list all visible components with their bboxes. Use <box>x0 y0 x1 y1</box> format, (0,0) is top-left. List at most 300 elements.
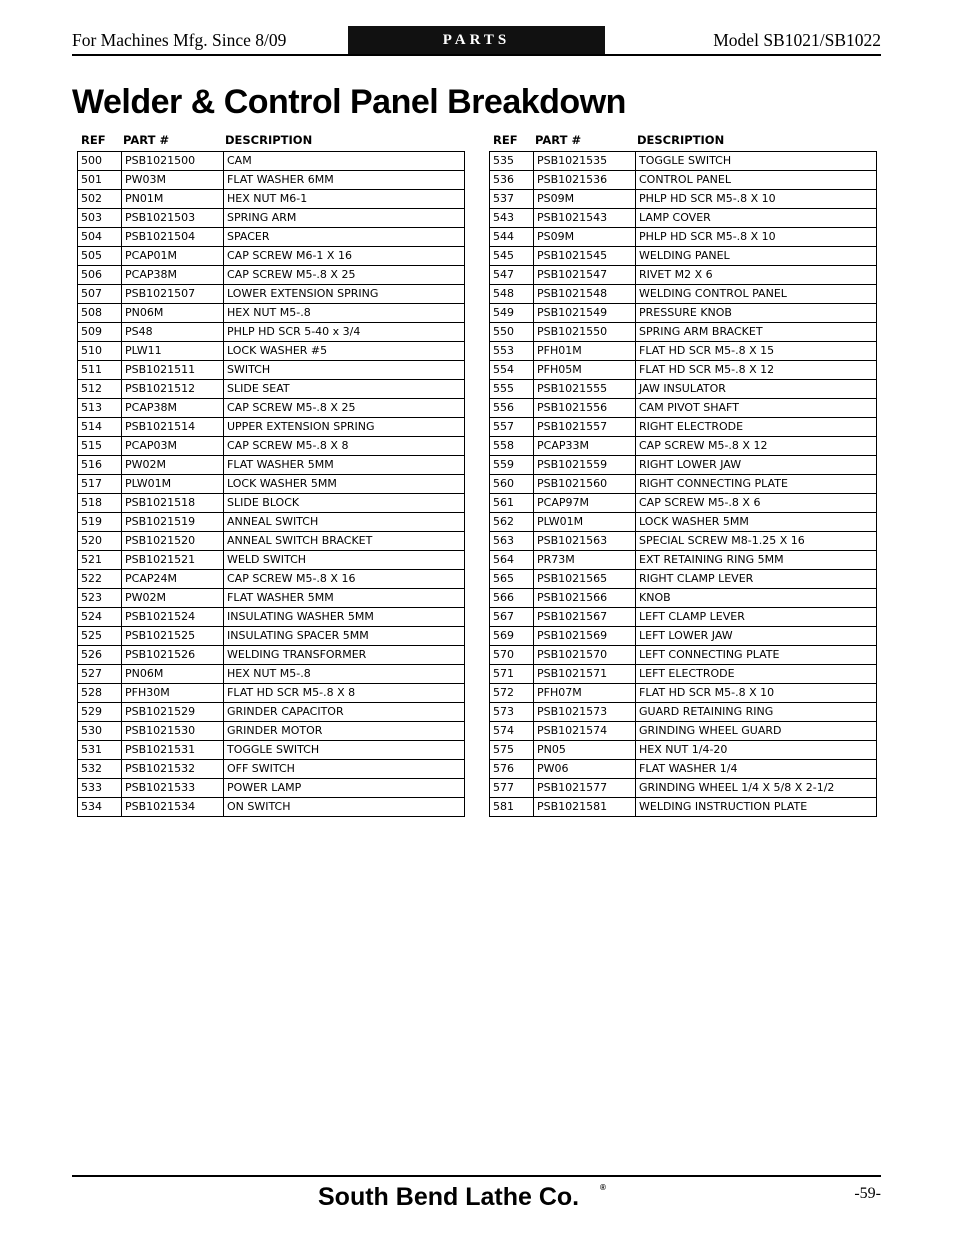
table-row <box>78 190 465 209</box>
ref-cell: 528 <box>78 684 122 703</box>
part-number-cell: PSB1021557 <box>534 418 636 437</box>
description-cell: CAM PIVOT SHAFT <box>636 399 877 418</box>
ref-cell: 525 <box>78 627 122 646</box>
table-row <box>490 152 877 171</box>
table-row <box>78 589 465 608</box>
description-cell: CONTROL PANEL <box>636 171 877 190</box>
ref-cell: 513 <box>78 399 122 418</box>
table-row <box>78 646 465 665</box>
table-row <box>490 722 877 741</box>
ref-cell: 566 <box>490 589 534 608</box>
ref-cell: 523 <box>78 589 122 608</box>
part-number-cell: PSB1021518 <box>122 494 224 513</box>
part-number-cell: PFH01M <box>534 342 636 361</box>
description-cell: LOCK WASHER #5 <box>224 342 465 361</box>
part-number-cell: PSB1021536 <box>534 171 636 190</box>
ref-cell: 570 <box>490 646 534 665</box>
description-cell: OFF SWITCH <box>224 760 465 779</box>
ref-cell: 500 <box>78 152 122 171</box>
col-desc-header: DESCRIPTION <box>225 133 313 147</box>
description-cell: SPRING ARM <box>224 209 465 228</box>
part-number-cell: PN05 <box>534 741 636 760</box>
table-row <box>78 513 465 532</box>
part-number-cell: PSB1021507 <box>122 285 224 304</box>
part-number-cell: PCAP38M <box>122 266 224 285</box>
description-cell: RIGHT LOWER JAW <box>636 456 877 475</box>
description-cell: SLIDE SEAT <box>224 380 465 399</box>
table-row <box>490 228 877 247</box>
table-row <box>490 380 877 399</box>
part-number-cell: PSB1021533 <box>122 779 224 798</box>
part-number-cell: PSB1021559 <box>534 456 636 475</box>
ref-cell: 537 <box>490 190 534 209</box>
ref-cell: 534 <box>78 798 122 817</box>
ref-cell: 548 <box>490 285 534 304</box>
ref-cell: 515 <box>78 437 122 456</box>
part-number-cell: PSB1021571 <box>534 665 636 684</box>
ref-cell: 508 <box>78 304 122 323</box>
part-number-cell: PSB1021581 <box>534 798 636 817</box>
part-number-cell: PSB1021555 <box>534 380 636 399</box>
ref-cell: 556 <box>490 399 534 418</box>
ref-cell: 502 <box>78 190 122 209</box>
part-number-cell: PCAP01M <box>122 247 224 266</box>
description-cell: INSULATING WASHER 5MM <box>224 608 465 627</box>
description-cell: LAMP COVER <box>636 209 877 228</box>
ref-cell: 572 <box>490 684 534 703</box>
ref-cell: 520 <box>78 532 122 551</box>
table-row <box>490 608 877 627</box>
ref-cell: 557 <box>490 418 534 437</box>
description-cell: SWITCH <box>224 361 465 380</box>
table-row <box>490 342 877 361</box>
table-row <box>490 741 877 760</box>
ref-cell: 576 <box>490 760 534 779</box>
table-row <box>78 418 465 437</box>
description-cell: INSULATING SPACER 5MM <box>224 627 465 646</box>
description-cell: CAP SCREW M5-.8 X 25 <box>224 266 465 285</box>
col-desc-header: DESCRIPTION <box>637 133 725 147</box>
ref-cell: 532 <box>78 760 122 779</box>
table-row <box>78 456 465 475</box>
table-row <box>78 152 465 171</box>
parts-table <box>77 151 465 817</box>
ref-cell: 533 <box>78 779 122 798</box>
part-number-cell: PSB1021530 <box>122 722 224 741</box>
table-row <box>78 171 465 190</box>
ref-cell: 536 <box>490 171 534 190</box>
ref-cell: 573 <box>490 703 534 722</box>
ref-cell: 558 <box>490 437 534 456</box>
ref-cell: 543 <box>490 209 534 228</box>
part-number-cell: PSB1021545 <box>534 247 636 266</box>
table-row <box>490 323 877 342</box>
col-ref-header: REF <box>493 133 518 147</box>
description-cell: GRINDER MOTOR <box>224 722 465 741</box>
part-number-cell: PW02M <box>122 589 224 608</box>
header-rule <box>72 54 881 56</box>
ref-cell: 527 <box>78 665 122 684</box>
ref-cell: 531 <box>78 741 122 760</box>
parts-table-right <box>489 130 877 817</box>
description-cell: HEX NUT M6-1 <box>224 190 465 209</box>
table-row <box>490 646 877 665</box>
ref-cell: 553 <box>490 342 534 361</box>
table-row <box>490 418 877 437</box>
ref-cell: 581 <box>490 798 534 817</box>
description-cell: EXT RETAINING RING 5MM <box>636 551 877 570</box>
ref-cell: 544 <box>490 228 534 247</box>
ref-cell: 547 <box>490 266 534 285</box>
ref-cell: 569 <box>490 627 534 646</box>
part-number-cell: PCAP38M <box>122 399 224 418</box>
part-number-cell: PSB1021504 <box>122 228 224 247</box>
description-cell: GRINDER CAPACITOR <box>224 703 465 722</box>
ref-cell: 501 <box>78 171 122 190</box>
part-number-cell: PSB1021565 <box>534 570 636 589</box>
table-row <box>490 589 877 608</box>
part-number-cell: PLW11 <box>122 342 224 361</box>
part-number-cell: PS48 <box>122 323 224 342</box>
description-cell: LOWER EXTENSION SPRING <box>224 285 465 304</box>
description-cell: GUARD RETAINING RING <box>636 703 877 722</box>
table-row <box>490 779 877 798</box>
part-number-cell: PCAP03M <box>122 437 224 456</box>
table-row <box>78 684 465 703</box>
table-row <box>490 513 877 532</box>
table-row <box>78 266 465 285</box>
part-number-cell: PSB1021556 <box>534 399 636 418</box>
parts-table-left <box>77 130 465 817</box>
ref-cell: 511 <box>78 361 122 380</box>
table-row <box>78 304 465 323</box>
table-row <box>78 532 465 551</box>
table-row <box>490 551 877 570</box>
ref-cell: 524 <box>78 608 122 627</box>
description-cell: SPRING ARM BRACKET <box>636 323 877 342</box>
description-cell: HEX NUT 1/4-20 <box>636 741 877 760</box>
description-cell: FLAT HD SCR M5-.8 X 15 <box>636 342 877 361</box>
part-number-cell: PS09M <box>534 190 636 209</box>
description-cell: SPACER <box>224 228 465 247</box>
ref-cell: 521 <box>78 551 122 570</box>
table-row <box>490 532 877 551</box>
ref-cell: 560 <box>490 475 534 494</box>
description-cell: KNOB <box>636 589 877 608</box>
table-row <box>78 722 465 741</box>
ref-cell: 567 <box>490 608 534 627</box>
description-cell: FLAT WASHER 5MM <box>224 589 465 608</box>
footer-rule <box>72 1175 881 1177</box>
description-cell: WELDING PANEL <box>636 247 877 266</box>
part-number-cell: PSB1021566 <box>534 589 636 608</box>
description-cell: RIVET M2 X 6 <box>636 266 877 285</box>
part-number-cell: PR73M <box>534 551 636 570</box>
description-cell: ANNEAL SWITCH BRACKET <box>224 532 465 551</box>
description-cell: PHLP HD SCR M5-.8 X 10 <box>636 228 877 247</box>
description-cell: FLAT WASHER 1/4 <box>636 760 877 779</box>
part-number-cell: PN06M <box>122 665 224 684</box>
table-row <box>490 798 877 817</box>
part-number-cell: PW02M <box>122 456 224 475</box>
ref-cell: 574 <box>490 722 534 741</box>
ref-cell: 504 <box>78 228 122 247</box>
table-row <box>78 760 465 779</box>
part-number-cell: PSB1021520 <box>122 532 224 551</box>
table-row <box>490 399 877 418</box>
ref-cell: 545 <box>490 247 534 266</box>
part-number-cell: PSB1021529 <box>122 703 224 722</box>
table-row <box>78 380 465 399</box>
part-number-cell: PSB1021574 <box>534 722 636 741</box>
description-cell: PHLP HD SCR 5-40 x 3/4 <box>224 323 465 342</box>
description-cell: JAW INSULATOR <box>636 380 877 399</box>
table-row <box>490 665 877 684</box>
table-row <box>490 171 877 190</box>
table-row <box>78 779 465 798</box>
description-cell: RIGHT ELECTRODE <box>636 418 877 437</box>
description-cell: HEX NUT M5-.8 <box>224 665 465 684</box>
table-row <box>490 627 877 646</box>
ref-cell: 561 <box>490 494 534 513</box>
description-cell: LEFT LOWER JAW <box>636 627 877 646</box>
description-cell: ON SWITCH <box>224 798 465 817</box>
table-row <box>78 361 465 380</box>
part-number-cell: PN01M <box>122 190 224 209</box>
ref-cell: 519 <box>78 513 122 532</box>
header-machines-note: For Machines Mfg. Since 8/09 <box>72 30 287 50</box>
description-cell: RIGHT CONNECTING PLATE <box>636 475 877 494</box>
part-number-cell: PSB1021511 <box>122 361 224 380</box>
part-number-cell: PW03M <box>122 171 224 190</box>
part-number-cell: PSB1021549 <box>534 304 636 323</box>
description-cell: GRINDING WHEEL 1/4 X 5/8 X 2-1/2 <box>636 779 877 798</box>
table-row <box>490 304 877 323</box>
part-number-cell: PSB1021577 <box>534 779 636 798</box>
parts-table <box>489 151 877 817</box>
description-cell: LEFT CONNECTING PLATE <box>636 646 877 665</box>
part-number-cell: PW06 <box>534 760 636 779</box>
description-cell: LEFT CLAMP LEVER <box>636 608 877 627</box>
ref-cell: 562 <box>490 513 534 532</box>
part-number-cell: PLW01M <box>534 513 636 532</box>
table-row <box>78 627 465 646</box>
col-part-header: PART # <box>535 133 582 147</box>
table-row <box>78 285 465 304</box>
description-cell: TOGGLE SWITCH <box>224 741 465 760</box>
ref-cell: 563 <box>490 532 534 551</box>
description-cell: PHLP HD SCR M5-.8 X 10 <box>636 190 877 209</box>
table-row <box>490 247 877 266</box>
part-number-cell: PSB1021532 <box>122 760 224 779</box>
description-cell: LOCK WASHER 5MM <box>224 475 465 494</box>
ref-cell: 559 <box>490 456 534 475</box>
ref-cell: 554 <box>490 361 534 380</box>
part-number-cell: PSB1021573 <box>534 703 636 722</box>
brand-logo: South Bend Lathe Co. <box>318 1183 580 1211</box>
table-row <box>490 190 877 209</box>
description-cell: LEFT ELECTRODE <box>636 665 877 684</box>
part-number-cell: PSB1021534 <box>122 798 224 817</box>
ref-cell: 507 <box>78 285 122 304</box>
ref-cell: 512 <box>78 380 122 399</box>
description-cell: FLAT HD SCR M5-.8 X 10 <box>636 684 877 703</box>
table-row <box>490 361 877 380</box>
part-number-cell: PSB1021514 <box>122 418 224 437</box>
ref-cell: 549 <box>490 304 534 323</box>
table-row <box>490 494 877 513</box>
table-row <box>78 703 465 722</box>
ref-cell: 575 <box>490 741 534 760</box>
table-row <box>78 494 465 513</box>
ref-cell: 535 <box>490 152 534 171</box>
description-cell: TOGGLE SWITCH <box>636 152 877 171</box>
part-number-cell: PSB1021521 <box>122 551 224 570</box>
description-cell: CAP SCREW M5-.8 X 25 <box>224 399 465 418</box>
table-row <box>490 475 877 494</box>
ref-cell: 565 <box>490 570 534 589</box>
part-number-cell: PSB1021524 <box>122 608 224 627</box>
column-headers <box>77 130 465 151</box>
table-row <box>78 323 465 342</box>
description-cell: GRINDING WHEEL GUARD <box>636 722 877 741</box>
description-cell: WELD SWITCH <box>224 551 465 570</box>
description-cell: FLAT WASHER 6MM <box>224 171 465 190</box>
part-number-cell: PCAP33M <box>534 437 636 456</box>
table-row <box>78 475 465 494</box>
table-row <box>490 285 877 304</box>
table-row <box>78 342 465 361</box>
part-number-cell: PSB1021569 <box>534 627 636 646</box>
ref-cell: 564 <box>490 551 534 570</box>
part-number-cell: PSB1021526 <box>122 646 224 665</box>
ref-cell: 510 <box>78 342 122 361</box>
part-number-cell: PSB1021550 <box>534 323 636 342</box>
description-cell: HEX NUT M5-.8 <box>224 304 465 323</box>
part-number-cell: PSB1021500 <box>122 152 224 171</box>
ref-cell: 522 <box>78 570 122 589</box>
description-cell: SPECIAL SCREW M8-1.25 X 16 <box>636 532 877 551</box>
table-row <box>78 665 465 684</box>
part-number-cell: PCAP24M <box>122 570 224 589</box>
part-number-cell: PSB1021548 <box>534 285 636 304</box>
part-number-cell: PSB1021560 <box>534 475 636 494</box>
ref-cell: 577 <box>490 779 534 798</box>
table-row <box>78 437 465 456</box>
column-headers <box>489 130 877 151</box>
description-cell: CAP SCREW M6-1 X 16 <box>224 247 465 266</box>
table-row <box>490 437 877 456</box>
description-cell: WELDING TRANSFORMER <box>224 646 465 665</box>
table-row <box>78 399 465 418</box>
ref-cell: 516 <box>78 456 122 475</box>
description-cell: WELDING CONTROL PANEL <box>636 285 877 304</box>
description-cell: CAP SCREW M5-.8 X 6 <box>636 494 877 513</box>
ref-cell: 550 <box>490 323 534 342</box>
part-number-cell: PSB1021563 <box>534 532 636 551</box>
ref-cell: 509 <box>78 323 122 342</box>
part-number-cell: PSB1021512 <box>122 380 224 399</box>
part-number-cell: PSB1021525 <box>122 627 224 646</box>
col-ref-header: REF <box>81 133 106 147</box>
description-cell: CAM <box>224 152 465 171</box>
ref-cell: 505 <box>78 247 122 266</box>
ref-cell: 555 <box>490 380 534 399</box>
table-row <box>78 798 465 817</box>
part-number-cell: PSB1021531 <box>122 741 224 760</box>
ref-cell: 506 <box>78 266 122 285</box>
table-row <box>78 209 465 228</box>
part-number-cell: PS09M <box>534 228 636 247</box>
ref-cell: 529 <box>78 703 122 722</box>
description-cell: PRESSURE KNOB <box>636 304 877 323</box>
page-number: -59- <box>854 1185 881 1202</box>
part-number-cell: PCAP97M <box>534 494 636 513</box>
table-row <box>78 247 465 266</box>
ref-cell: 517 <box>78 475 122 494</box>
table-row <box>490 684 877 703</box>
table-row <box>490 456 877 475</box>
table-row <box>78 741 465 760</box>
col-part-header: PART # <box>123 133 170 147</box>
part-number-cell: PFH30M <box>122 684 224 703</box>
table-row <box>490 209 877 228</box>
ref-cell: 518 <box>78 494 122 513</box>
part-number-cell: PSB1021567 <box>534 608 636 627</box>
ref-cell: 571 <box>490 665 534 684</box>
description-cell: POWER LAMP <box>224 779 465 798</box>
part-number-cell: PFH05M <box>534 361 636 380</box>
description-cell: UPPER EXTENSION SPRING <box>224 418 465 437</box>
table-row <box>490 570 877 589</box>
part-number-cell: PLW01M <box>122 475 224 494</box>
page-header <box>72 26 881 56</box>
table-row <box>78 570 465 589</box>
part-number-cell: PFH07M <box>534 684 636 703</box>
header-model: Model SB1021/SB1022 <box>713 30 881 50</box>
table-row <box>490 266 877 285</box>
description-cell: CAP SCREW M5-.8 X 12 <box>636 437 877 456</box>
page-title: Welder & Control Panel Breakdown <box>72 83 626 121</box>
table-row <box>490 703 877 722</box>
part-number-cell: PSB1021570 <box>534 646 636 665</box>
table-row <box>490 760 877 779</box>
description-cell: CAP SCREW M5-.8 X 16 <box>224 570 465 589</box>
description-cell: FLAT WASHER 5MM <box>224 456 465 475</box>
part-number-cell: PSB1021503 <box>122 209 224 228</box>
part-number-cell: PSB1021519 <box>122 513 224 532</box>
description-cell: CAP SCREW M5-.8 X 8 <box>224 437 465 456</box>
description-cell: WELDING INSTRUCTION PLATE <box>636 798 877 817</box>
part-number-cell: PSB1021543 <box>534 209 636 228</box>
header-section-label: PARTS <box>348 26 605 54</box>
description-cell: FLAT HD SCR M5-.8 X 12 <box>636 361 877 380</box>
table-row <box>78 551 465 570</box>
part-number-cell: PN06M <box>122 304 224 323</box>
description-cell: SLIDE BLOCK <box>224 494 465 513</box>
ref-cell: 514 <box>78 418 122 437</box>
description-cell: ANNEAL SWITCH <box>224 513 465 532</box>
description-cell: RIGHT CLAMP LEVER <box>636 570 877 589</box>
ref-cell: 503 <box>78 209 122 228</box>
table-row <box>78 228 465 247</box>
description-cell: LOCK WASHER 5MM <box>636 513 877 532</box>
part-number-cell: PSB1021535 <box>534 152 636 171</box>
description-cell: FLAT HD SCR M5-.8 X 8 <box>224 684 465 703</box>
ref-cell: 530 <box>78 722 122 741</box>
part-number-cell: PSB1021547 <box>534 266 636 285</box>
table-row <box>78 608 465 627</box>
